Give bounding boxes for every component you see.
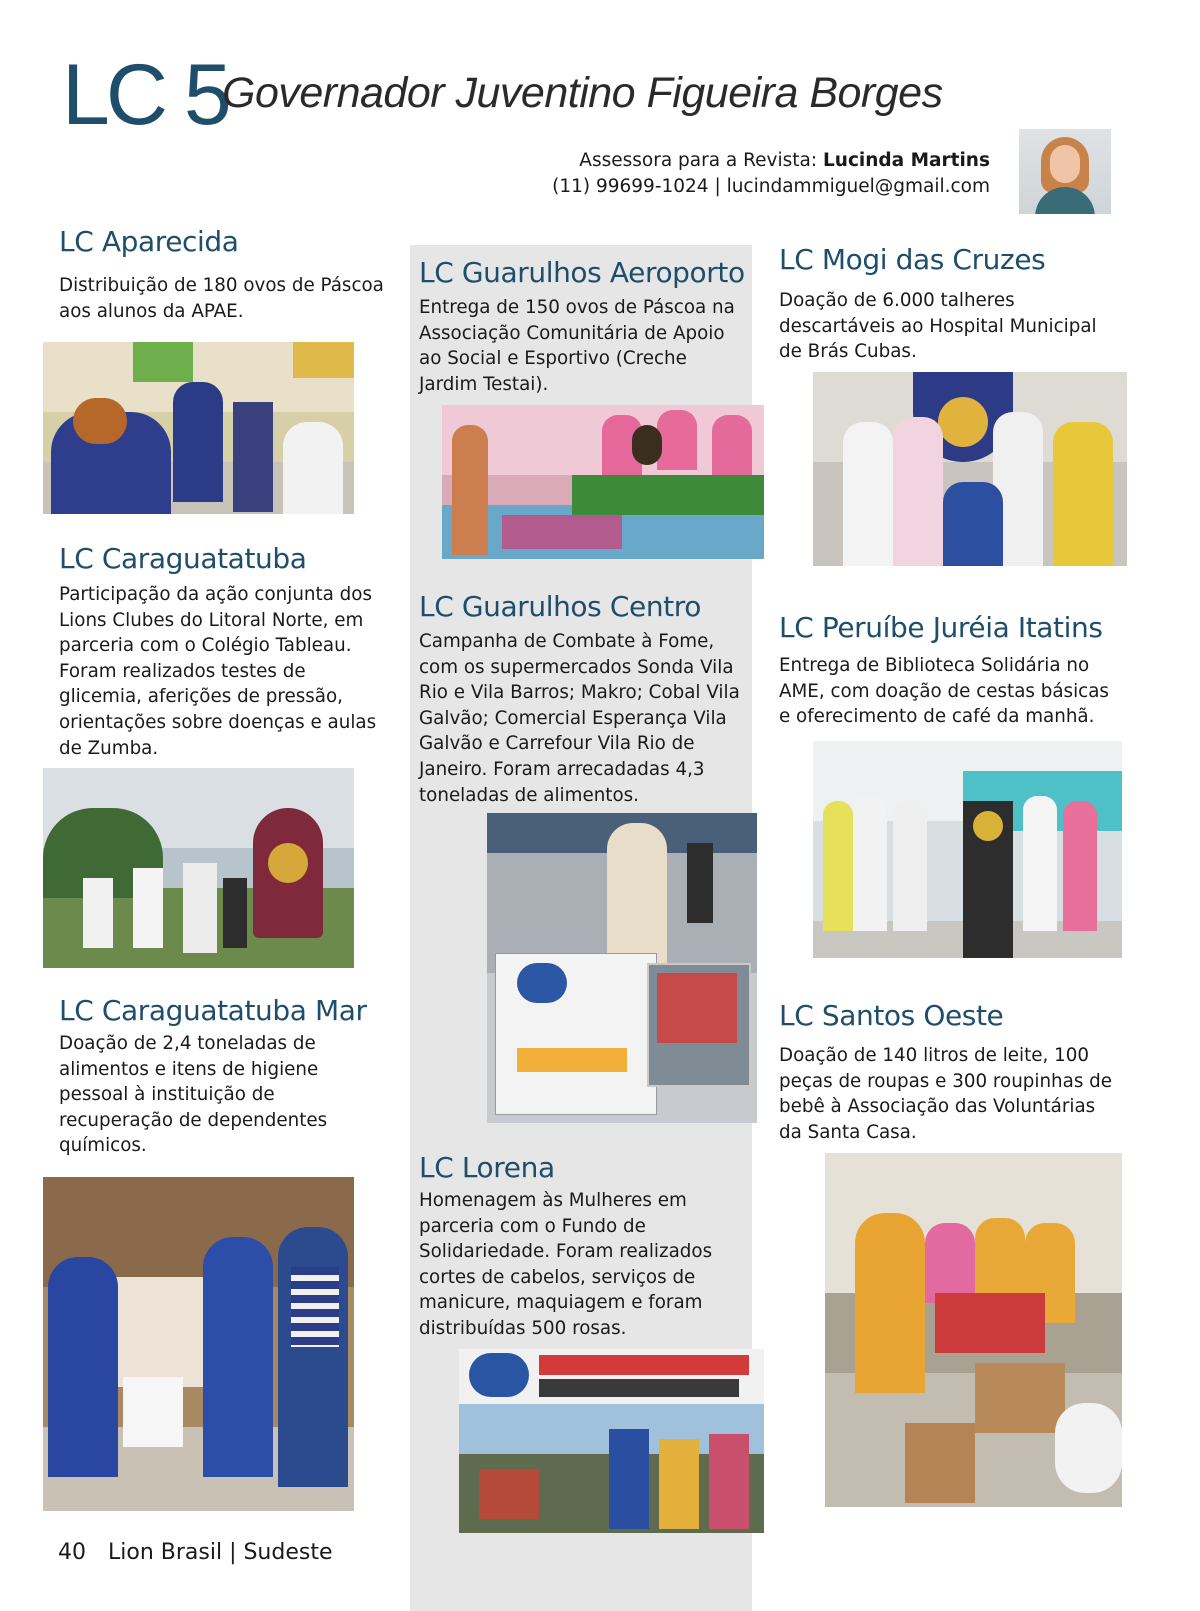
- section-text-lorena: Homenagem às Mulheres em parceria com o Fundo de Solidariedade. Foram realizados cortes de cabelos, serviços de manicure, maquiagem e foram distribuídas 500 rosas.: [419, 1190, 713, 1339]
- section-title-mogi: LC Mogi das Cruzes: [779, 243, 1046, 276]
- section-title-guarulhos-centro: LC Guarulhos Centro: [419, 590, 701, 623]
- section-text-aparecida: Distribuição de 180 ovos de Páscoa aos alunos da APAE.: [59, 275, 384, 322]
- section-title-caraguatatuba: LC Caraguatatuba: [59, 542, 307, 575]
- assessor-block: [552, 148, 990, 200]
- section-text-santos: Doação de 140 litros de leite, 100 peças de roupas e 300 roupinhas de bebê à Associação das Voluntárias da Santa Casa.: [779, 1045, 1113, 1143]
- photo-santos: [825, 1153, 1122, 1507]
- section-title-aparecida: LC Aparecida: [59, 225, 239, 258]
- photo-aparecida: [43, 342, 354, 514]
- governor-name: Governador Juventino Figueira Borges: [222, 69, 943, 117]
- page-number: 40: [58, 1540, 86, 1565]
- section-text-mogi: Doação de 6.000 talheres descartáveis ao Hospital Municipal de Brás Cubas.: [779, 290, 1097, 363]
- photo-mogi: [813, 372, 1127, 566]
- assessor-line: [552, 148, 990, 174]
- section-text-guarulhos-aeroporto: Entrega de 150 ovos de Páscoa na Associação Comunitária de Apoio ao Social e Esportivo (Creche Jardim Testai).: [419, 297, 735, 395]
- district-code: LC 5: [62, 47, 228, 143]
- section-title-caraguatatuba-mar: LC Caraguatatuba Mar: [59, 994, 367, 1027]
- assessor-name: Lucinda Martins: [823, 150, 990, 171]
- assessor-contact: (11) 99699-1024 | lucindammiguel@gmail.com: [552, 176, 990, 197]
- assessor-portrait-photo: [1019, 129, 1111, 214]
- section-text-caraguatatuba: Participação da ação conjunta dos Lions Clubes do Litoral Norte, em parceria com o Colégio Tableau. Foram realizados testes de glicemia, aferições de pressão, orientações sobre doenças e aulas de Zumba.: [59, 584, 377, 759]
- photo-peruibe: [813, 741, 1122, 958]
- section-text-guarulhos-centro: Campanha de Combate à Fome, com os supermercados Sonda Vila Rio e Vila Barros; Makro; Cobal Vila Galvão; Comercial Esperança Vila Galvão e Carrefour Vila Rio de Janeiro. Foram arrecadadas 4,3 toneladas de alimentos.: [419, 631, 740, 806]
- photo-caraguatatuba-mar: [43, 1177, 354, 1511]
- section-title-santos: LC Santos Oeste: [779, 999, 1004, 1032]
- photo-caraguatatuba: [43, 768, 354, 968]
- photo-guarulhos-centro: [487, 813, 757, 1123]
- footer: [58, 1540, 333, 1565]
- section-text-caraguatatuba-mar: Doação de 2,4 toneladas de alimentos e itens de higiene pessoal à instituição de recuperação de dependentes químicos.: [59, 1033, 328, 1157]
- section-title-guarulhos-aeroporto: LC Guarulhos Aeroporto: [419, 256, 745, 289]
- section-title-lorena: LC Lorena: [419, 1151, 555, 1184]
- section-text-peruibe: Entrega de Biblioteca Solidária no AME, com doação de cestas básicas e oferecimento de café da manhã.: [779, 655, 1109, 728]
- publication-name: Lion Brasil | Sudeste: [108, 1540, 333, 1565]
- photo-lorena: [459, 1349, 764, 1533]
- section-title-peruibe: LC Peruíbe Juréia Itatins: [779, 611, 1103, 644]
- assessor-label: Assessora para a Revista:: [579, 150, 818, 171]
- photo-guarulhos-aeroporto: [442, 405, 764, 559]
